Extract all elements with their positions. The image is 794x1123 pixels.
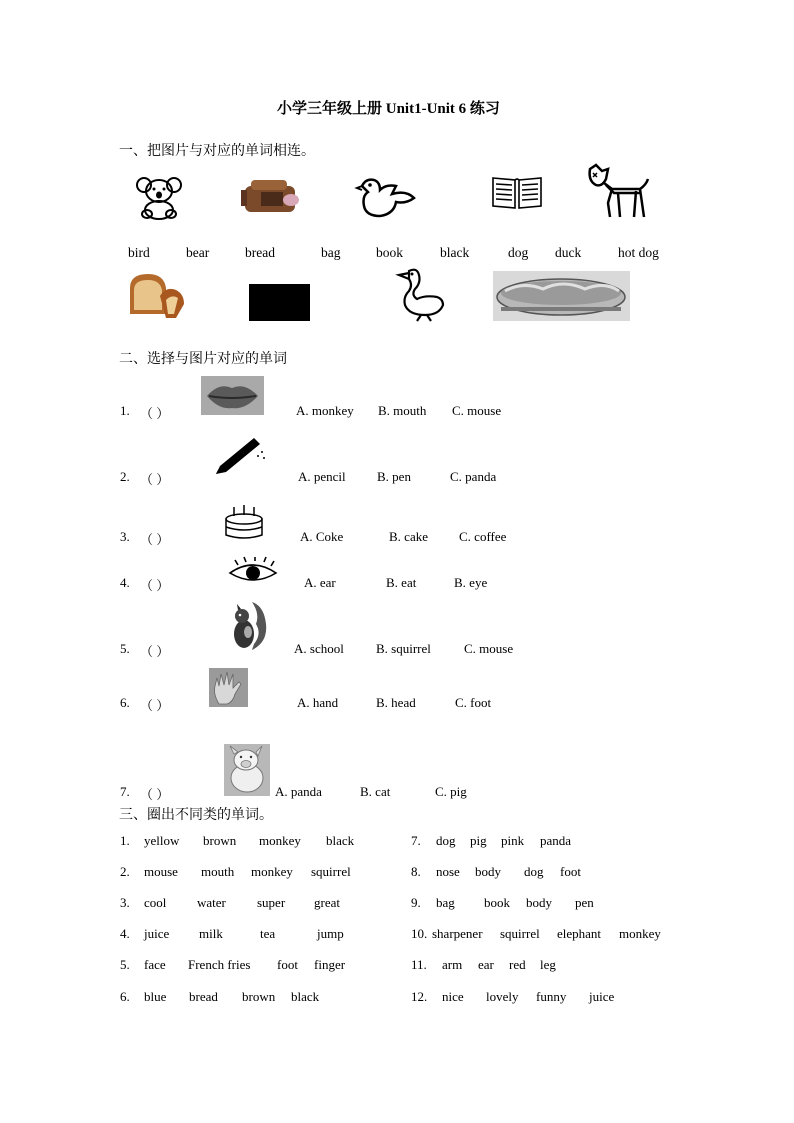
bag-icon [241,176,301,216]
circle-word[interactable]: sharpener [432,926,483,941]
question-number: 10. [411,926,428,941]
question-number: 7. [120,784,130,799]
question-number: 3. [120,529,130,544]
circle-word[interactable]: dog [524,864,544,879]
section2-heading: 二、选择与图片对应的单词 [119,352,287,367]
bird-icon [356,176,418,222]
question-number: 1. [120,403,130,418]
circle-word[interactable]: funny [536,989,567,1004]
circle-word[interactable]: pink [501,833,525,848]
match-word: bag [321,245,341,260]
option-a[interactable]: A. panda [275,784,322,799]
pen-icon [212,434,266,478]
circle-word[interactable]: arm [442,957,463,972]
option-a[interactable]: A. monkey [296,403,354,418]
option-b[interactable]: B. cake [389,529,428,544]
circle-word[interactable]: book [484,895,510,910]
circle-word[interactable]: monkey [259,833,301,848]
option-a[interactable]: A. ear [304,575,336,590]
circle-word[interactable]: French fries [188,957,251,972]
option-b[interactable]: B. cat [360,784,391,799]
question-number: 8. [411,864,421,879]
circle-word[interactable]: red [509,957,526,972]
circle-word[interactable]: finger [314,957,346,972]
circle-word[interactable]: super [257,895,286,910]
match-word: hot dog [618,245,659,260]
book-icon [491,174,543,212]
option-c[interactable]: C. mouse [464,641,514,656]
circle-word[interactable]: tea [260,926,276,941]
circle-word[interactable]: yellow [144,833,180,848]
question-number: 7. [411,833,421,848]
circle-word[interactable]: water [197,895,226,910]
circle-word[interactable]: bag [436,895,455,910]
circle-word[interactable]: pen [575,895,594,910]
circle-word[interactable]: jump [317,926,344,941]
dog-icon [584,163,652,221]
hot-dog-icon [493,271,630,321]
option-b[interactable]: B. eat [386,575,417,590]
match-word: black [440,245,470,260]
circle-word[interactable]: face [144,957,166,972]
answer-blank[interactable]: （ ） [140,644,170,659]
circle-word[interactable]: body [526,895,552,910]
question-number: 12. [411,989,428,1004]
question-number: 1. [120,833,130,848]
answer-blank[interactable]: （ ） [140,698,170,713]
answer-blank[interactable]: （ ） [140,578,170,593]
match-word: duck [555,245,582,260]
circle-word[interactable]: juice [589,989,615,1004]
circle-word[interactable]: ear [478,957,494,972]
question-number: 6. [120,695,130,710]
answer-blank[interactable]: （ ） [140,532,170,547]
circle-word[interactable]: black [291,989,320,1004]
question-number: 4. [120,926,130,941]
answer-blank[interactable]: （ ） [140,787,170,802]
match-word: bear [186,245,210,260]
question-number: 9. [411,895,421,910]
answer-blank[interactable]: （ ） [140,406,170,421]
circle-word[interactable]: monkey [619,926,661,941]
option-b[interactable]: B. head [376,695,416,710]
circle-word[interactable]: pig [470,833,487,848]
option-b[interactable]: B. pen [377,469,411,484]
circle-word[interactable]: nose [436,864,460,879]
match-word: bird [128,245,150,260]
circle-word[interactable]: squirrel [311,864,351,879]
option-c[interactable]: C. mouse [452,403,502,418]
pig-icon [224,744,270,796]
circle-word[interactable]: lovely [486,989,519,1004]
option-a[interactable]: A. school [294,641,344,656]
black-square-icon [249,284,310,321]
option-c[interactable]: C. coffee [459,529,507,544]
circle-word[interactable]: mouse [144,864,178,879]
option-c[interactable]: B. eye [454,575,488,590]
mouth-icon [201,376,264,415]
option-c[interactable]: C. panda [450,469,497,484]
match-word: bread [245,245,275,260]
circle-word[interactable]: brown [242,989,276,1004]
circle-word[interactable]: black [326,833,355,848]
circle-word[interactable]: monkey [251,864,293,879]
circle-word[interactable]: bread [189,989,218,1004]
circle-word[interactable]: great [314,895,340,910]
question-number: 2. [120,864,130,879]
circle-word[interactable]: panda [540,833,572,848]
circle-word[interactable]: leg [540,957,556,972]
koala-bear-icon [135,174,183,222]
question-number: 6. [120,989,130,1004]
circle-word[interactable]: foot [277,957,298,972]
circle-word[interactable]: elephant [557,926,602,941]
section1-heading: 一、把图片与对应的单词相连。 [119,144,315,159]
question-number: 4. [120,575,130,590]
page-title: 小学三年级上册 Unit1-Unit 6 练习 [277,101,500,117]
question-number: 11. [411,957,427,972]
eye-icon [228,557,278,587]
cake-icon [222,503,266,541]
option-a[interactable]: A. hand [297,695,339,710]
circle-word[interactable]: squirrel [500,926,540,941]
question-number: 5. [120,957,130,972]
circle-word[interactable]: milk [199,926,223,941]
option-c[interactable]: C. foot [455,695,492,710]
hand-icon [209,668,248,707]
circle-word[interactable]: cool [144,895,167,910]
option-b[interactable]: B. squirrel [376,641,431,656]
answer-blank[interactable]: （ ） [140,472,170,487]
circle-word[interactable]: foot [560,864,581,879]
match-word: book [376,245,403,260]
circle-word[interactable]: blue [144,989,167,1004]
question-number: 3. [120,895,130,910]
squirrel-icon [228,598,270,654]
bread-icon [126,270,188,322]
section3-heading: 三、圈出不同类的单词。 [119,808,273,823]
circle-word[interactable]: juice [144,926,170,941]
question-number: 5. [120,641,130,656]
duck-icon [395,265,447,323]
circle-word[interactable]: body [475,864,501,879]
match-word: dog [508,245,529,260]
option-a[interactable]: A. Coke [300,529,344,544]
circle-word[interactable]: mouth [201,864,235,879]
question-number: 2. [120,469,130,484]
option-c[interactable]: C. pig [435,784,467,799]
option-a[interactable]: A. pencil [298,469,346,484]
circle-word[interactable]: dog [436,833,456,848]
circle-word[interactable]: brown [203,833,237,848]
circle-word[interactable]: nice [442,989,464,1004]
option-b[interactable]: B. mouth [378,403,427,418]
